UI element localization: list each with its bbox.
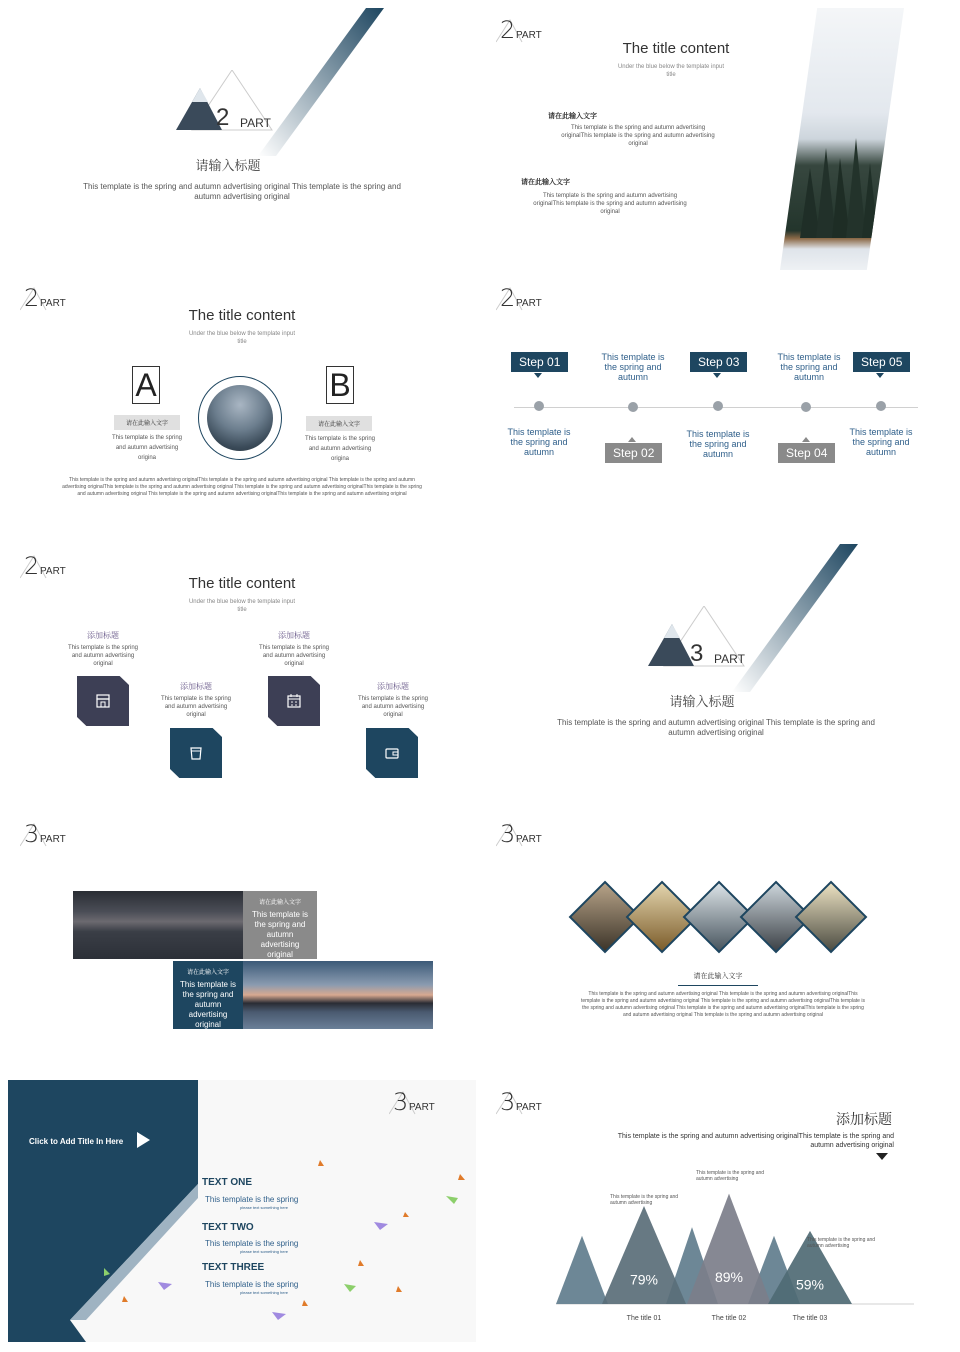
chart-peak bbox=[687, 1194, 771, 1304]
chart-note: This template is the spring and autumn advertising bbox=[807, 1237, 876, 1249]
chart-value-label: 59% bbox=[795, 1276, 825, 1293]
letter-a: A bbox=[135, 367, 157, 403]
part-label: PART bbox=[714, 652, 745, 666]
chart-note: This template is the spring and autumn advertising bbox=[696, 1170, 765, 1182]
step-desc: This template is the spring and autumn bbox=[507, 427, 571, 457]
slide-5 bbox=[8, 544, 476, 806]
part-number: 3 bbox=[500, 1088, 516, 1116]
step-05: Step 05 bbox=[853, 352, 910, 372]
footer-text: This template is the spring and autumn advertising originalThis template is the spring and autumn advertising original This template is the spring and autumn advertising originalThis template is the spring and autumn advertising original This template is the spring and autumn advertising originalThis template is the spring and autumn advertising original This template is the spring and autumn advertising originalThis template is the spring and autumn advertising original bbox=[62, 477, 422, 497]
item-heading: TEXT ONE bbox=[202, 1177, 253, 1188]
step-04: Step 04 bbox=[778, 443, 835, 463]
part-number: 2 bbox=[24, 284, 40, 312]
slide-8 bbox=[484, 812, 952, 1074]
item-text: This template is the spring bbox=[205, 1280, 299, 1289]
timeline-markers bbox=[484, 276, 952, 538]
card-text: This template is the spring and autumn advertising original bbox=[251, 910, 309, 959]
block-heading: 请在此输入文字 bbox=[548, 113, 597, 120]
slide-title: 请输入标题 bbox=[195, 158, 261, 173]
confetti-shapes bbox=[8, 1080, 476, 1342]
slide-title: 添加标题 bbox=[836, 1111, 892, 1127]
cup-icon bbox=[170, 728, 222, 778]
slide-title: The title content bbox=[188, 575, 296, 592]
slide-4 bbox=[484, 276, 952, 538]
heading-underline bbox=[678, 985, 758, 986]
part-label: PART bbox=[40, 566, 66, 577]
chart-side-peak bbox=[556, 1236, 608, 1304]
slide-subtitle: Under the blue below the template input title bbox=[617, 64, 725, 78]
block-text: This template is the spring and autumn advertising originalThis template is the spring and autumn advertising original bbox=[561, 125, 715, 147]
slide-3 bbox=[8, 276, 476, 538]
slide-title: 请输入标题 bbox=[669, 694, 735, 709]
item-heading: 添加标题 bbox=[87, 631, 119, 640]
chart-note: This template is the spring and autumn advertising bbox=[610, 1194, 679, 1206]
item-note: please text something here bbox=[240, 1205, 289, 1210]
step-desc: This template is the spring and autumn bbox=[777, 352, 841, 382]
item-note: please text something here bbox=[240, 1249, 289, 1254]
step-desc: This template is the spring and autumn bbox=[686, 429, 750, 459]
part-number: 2 bbox=[500, 284, 516, 312]
part-label: PART bbox=[40, 834, 66, 845]
slide-description: This template is the spring and autumn advertising original This template is the spring and autumn advertising original bbox=[557, 718, 875, 737]
card-navy bbox=[173, 961, 243, 1029]
slide-description: This template is the spring and autumn advertising original This template is the spring and autumn advertising original bbox=[83, 182, 401, 201]
card-grey bbox=[243, 891, 317, 959]
label-b: 请在此输入文字 bbox=[306, 416, 372, 431]
mountain-icon bbox=[644, 606, 764, 670]
paris-photo bbox=[73, 891, 243, 959]
chart-value-label: 89% bbox=[714, 1268, 744, 1285]
item-heading: 添加标题 bbox=[377, 682, 409, 691]
chart-peak bbox=[602, 1206, 686, 1304]
part-number: 3 bbox=[393, 1088, 409, 1116]
part-label: PART bbox=[516, 1102, 542, 1113]
item-text: This template is the spring bbox=[205, 1239, 299, 1248]
slide-2 bbox=[484, 8, 952, 270]
card-text: This template is the spring and autumn advertising original bbox=[179, 980, 237, 1029]
slide-description: This template is the spring and autumn advertising originalThis template is the spring and autumn advertising original bbox=[617, 1133, 894, 1149]
item-text: This template is the spring bbox=[205, 1195, 299, 1204]
label-a: 请在此输入文字 bbox=[114, 415, 180, 430]
letter-b: B bbox=[329, 367, 351, 403]
item-text: This template is the spring and autumn advertising original bbox=[160, 696, 232, 718]
item-heading: TEXT THREE bbox=[202, 1262, 265, 1273]
diagonal-stripe bbox=[8, 8, 476, 270]
part-label: PART bbox=[516, 298, 542, 309]
store-icon bbox=[77, 676, 129, 726]
diamond-photos bbox=[568, 880, 868, 954]
card-heading: 请在此输入文字 bbox=[186, 970, 229, 976]
text-b: This template is the spring and autumn advertising origina bbox=[304, 436, 376, 462]
chart-category-label: The title 02 bbox=[711, 1315, 747, 1322]
slide-9 bbox=[8, 1080, 476, 1342]
text-a: This template is the spring and autumn advertising origina bbox=[111, 435, 183, 461]
part-number: 3 bbox=[500, 820, 516, 848]
card-heading: 请在此输入文字 bbox=[258, 900, 301, 906]
step-02: Step 02 bbox=[605, 443, 662, 463]
block-heading: 请在此输入文字 bbox=[521, 179, 570, 186]
river-photo bbox=[243, 961, 433, 1029]
part-number: 2 bbox=[216, 104, 230, 131]
step-03: Step 03 bbox=[690, 352, 747, 372]
letter-b-box bbox=[326, 366, 354, 404]
wallet-icon bbox=[366, 728, 418, 778]
block-text: This template is the spring and autumn advertising originalThis template is the spring and autumn advertising original bbox=[533, 193, 687, 215]
chart-category-label: The title 01 bbox=[626, 1315, 662, 1322]
part-label: PART bbox=[516, 30, 542, 41]
part-label: PART bbox=[40, 298, 66, 309]
tree-shapes bbox=[780, 8, 904, 270]
item-text: This template is the spring and autumn advertising original bbox=[258, 645, 330, 667]
step-desc: This template is the spring and autumn bbox=[601, 352, 665, 382]
chart-value-label: 79% bbox=[629, 1271, 659, 1288]
slide-7 bbox=[8, 812, 476, 1074]
step-desc: This template is the spring and autumn bbox=[849, 427, 913, 457]
part-number: 3 bbox=[690, 640, 704, 667]
slide-title: The title content bbox=[622, 40, 730, 57]
diagonal-stripe bbox=[484, 544, 952, 806]
mountain-chart bbox=[484, 1080, 952, 1342]
letter-a-box bbox=[132, 366, 160, 404]
slide-subtitle: Under the blue below the template input title bbox=[188, 331, 296, 345]
circle-photo bbox=[198, 376, 282, 460]
click-title[interactable]: Click to Add Title In Here bbox=[29, 1137, 124, 1146]
item-heading: 添加标题 bbox=[180, 682, 212, 691]
forest-photo bbox=[780, 8, 904, 270]
part-label: PART bbox=[409, 1102, 435, 1113]
mountain-icon bbox=[172, 70, 292, 134]
item-heading: 添加标题 bbox=[278, 631, 310, 640]
item-text: This template is the spring and autumn advertising original bbox=[357, 696, 429, 718]
item-heading: TEXT TWO bbox=[202, 1222, 254, 1233]
item-text: This template is the spring and autumn advertising original bbox=[67, 645, 139, 667]
section-heading: 请在此输入文字 bbox=[693, 973, 743, 980]
part-number: 3 bbox=[24, 820, 40, 848]
calendar-icon bbox=[268, 676, 320, 726]
slide-6 bbox=[484, 544, 952, 806]
part-number: 2 bbox=[24, 552, 40, 580]
slide-1 bbox=[8, 8, 476, 270]
part-label: PART bbox=[516, 834, 542, 845]
slide-subtitle: Under the blue below the template input title bbox=[188, 599, 296, 613]
item-note: please text something here bbox=[240, 1290, 289, 1295]
step-01: Step 01 bbox=[511, 352, 568, 372]
chart-category-label: The title 03 bbox=[792, 1315, 828, 1322]
part-label: PART bbox=[240, 116, 271, 130]
slide-10 bbox=[484, 1080, 952, 1342]
body-text: This template is the spring and autumn advertising original This template is the spring and autumn advertising originalThis template is the spring and autumn advertising original This template is the spring and autumn advertising originalThis template is the spring and autumn advertising original This template is the spring and autumn advertising originalThis template is the spring and autumn advertising original This template is the spring and autumn advertising original bbox=[581, 991, 865, 1018]
part-number: 2 bbox=[500, 16, 516, 44]
london-photo bbox=[207, 385, 273, 451]
slide-title: The title content bbox=[188, 307, 296, 324]
